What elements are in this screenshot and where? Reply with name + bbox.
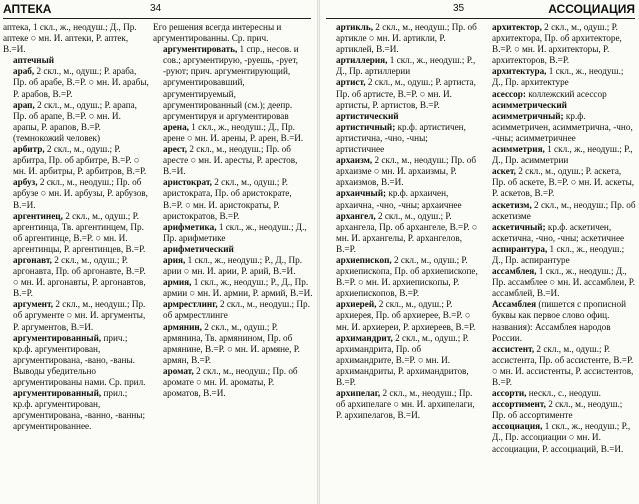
entry-headword: аргументировать, xyxy=(163,44,238,55)
dictionary-entry xyxy=(3,144,149,177)
entry-headword: арап, xyxy=(13,99,35,110)
left-header-rule xyxy=(3,18,311,19)
dictionary-entry xyxy=(482,266,636,299)
entry-headword: ассортимент, xyxy=(492,399,546,410)
entry-headword: асимметричный; xyxy=(492,110,564,121)
entry-headword: армрестлинг, xyxy=(163,299,218,310)
dictionary-entry xyxy=(482,399,636,421)
dictionary-entry xyxy=(326,255,478,299)
dictionary-entry xyxy=(3,211,149,255)
entry-headword: арест, xyxy=(163,144,188,155)
dictionary-entry xyxy=(3,22,149,55)
dictionary-entry xyxy=(482,66,636,88)
dictionary-entry xyxy=(482,22,636,66)
dictionary-entry xyxy=(326,388,478,421)
dictionary-entry xyxy=(326,299,478,332)
left-page xyxy=(0,0,318,504)
dictionary-entry xyxy=(482,388,636,399)
dictionary-entry xyxy=(482,244,636,266)
dictionary-entry xyxy=(3,177,149,210)
entry-grammar: 1 скл., ж., неодуш.; Д., Пр. арене ○ мн. И. арены, Р. арен, В.=И. xyxy=(163,121,304,143)
entry-grammar: 2 скл., м., одуш.; Р. арбитра, Пр. об арбитре, В.=Р. ○ мн. И. арбитры, Р. арбитров, В.=Р. xyxy=(13,144,147,177)
left-running-headword: АПТЕКА xyxy=(3,2,52,16)
entry-grammar: 2 скл., м., неодуш.; Пр. об армрестлинге xyxy=(163,299,310,321)
entry-headword: архипелаг, xyxy=(336,388,381,399)
entry-headword: аромат, xyxy=(163,365,194,376)
entry-headword: ария, xyxy=(163,254,186,265)
entry-grammar: нескл., с., неодуш. xyxy=(528,388,601,399)
entry-headword: араб, xyxy=(13,66,35,77)
entry-headword: арифметика, xyxy=(163,221,217,232)
dictionary-entry xyxy=(3,55,149,66)
dictionary-entry xyxy=(3,100,149,144)
entry-headword: артикль, xyxy=(336,22,373,32)
entry-headword: архангел, xyxy=(336,210,376,221)
dictionary-entry xyxy=(482,144,636,166)
entry-grammar: кр.ф. аскетичен, аскетична, -чно, -чны; аскетичнее xyxy=(492,221,625,243)
entry-grammar: 2 скл., м., одуш.; Р. армянина, Тв. армянином, Пр. об армянине, В.=Р. ○ мн. И. армяне, Р. армян, В.=Р. xyxy=(163,321,300,365)
entry-headword: аптечный xyxy=(13,55,55,66)
entry-headword: арбуз, xyxy=(13,177,38,188)
dictionary-entry xyxy=(326,77,478,110)
entry-headword: артистичный; xyxy=(336,121,396,132)
entry-headword: артиллерия, xyxy=(336,55,388,66)
entry-grammar: 2 скл., м., одуш.; Р. аскета, Пр. об аскете, В.=Р. ○ мн. И. аскеты, Р. аскетов, В.=Р. xyxy=(492,166,635,199)
entry-headword: архитектор, xyxy=(492,22,542,32)
entry-headword: архимандрит, xyxy=(336,332,393,343)
dictionary-entry xyxy=(326,211,478,255)
dictionary-entry xyxy=(153,322,313,366)
entry-headword: асимметрический xyxy=(492,99,567,110)
dictionary-entry xyxy=(153,222,313,244)
entry-headword: армянин, xyxy=(163,321,202,332)
entry-headword: аргументированный, xyxy=(13,332,102,343)
entry-grammar: прич.; кр.ф. аргументирован, аргументирована, -вано, -ваны. Выводы убедительно аргументированы нами. Ср. прил. xyxy=(13,332,146,387)
dictionary-entry xyxy=(326,333,478,388)
entry-headword: ассамблея, xyxy=(492,266,537,277)
dictionary-entry xyxy=(153,122,313,144)
entry-grammar: кр.ф. архаичен, архаична, -чно, -чны; архаичнее xyxy=(336,188,462,210)
dictionary-entry xyxy=(482,421,636,454)
entry-headword: архиепископ, xyxy=(336,254,392,265)
left-column-1 xyxy=(3,22,149,432)
entry-headword: асимметрия, xyxy=(492,144,545,155)
entry-headword: архитектура, xyxy=(492,66,547,77)
dictionary-entry xyxy=(153,144,313,177)
entry-grammar: 2 скл., м., неодуш.; Пр. об аскетизме xyxy=(492,199,636,221)
entry-grammar: кр.ф. артистичен, артистична, -чно, -чны; артистичнее xyxy=(336,121,466,155)
entry-grammar: 2 скл., м., одуш.; Р. архангела, Пр. об архангеле, В.=Р. ○ мн. И. архангелы, Р. архангелов, В.=Р. xyxy=(336,210,478,254)
entry-headword: ассорти, xyxy=(492,388,527,399)
right-column-2 xyxy=(482,22,636,455)
dictionary-entry xyxy=(326,55,478,77)
entry-headword: аргентинец, xyxy=(13,210,63,221)
entry-grammar: 2 скл., м., одуш.; Р. аргентинца, Тв. аргентинцем, Пр. об аргентинце, В.=Р. ○ мн. И. аргентинцы, Р. аргентинцев, В.=Р. xyxy=(13,210,146,254)
entry-grammar: 1 скл., ж., неодуш.; Д., Пр. аспирантуре xyxy=(492,243,625,265)
entry-headword: арена, xyxy=(163,121,189,132)
dictionary-entry xyxy=(482,111,636,144)
right-header-rule xyxy=(326,18,635,19)
entry-grammar: 2 скл., м., одуш.; Р. артиста, Пр. об артисте, В.=Р. ○ мн. И. артисты, Р. артистов, В.=Р. xyxy=(336,77,476,110)
entry-grammar: аптека, 1 скл., ж., неодуш.; Д., Пр. аптеке ○ мн. И. аптеки, Р. аптек, В.=И. xyxy=(3,22,137,55)
entry-headword: арбитр, xyxy=(13,144,45,155)
dictionary-entry xyxy=(3,299,149,332)
entry-grammar: 1 скл., ж., неодуш.; Д., Пр. арифметике xyxy=(163,221,307,243)
entry-headword: аргументированный, xyxy=(13,388,102,399)
entry-headword: аспирантура, xyxy=(492,243,548,254)
right-column-1 xyxy=(326,22,478,421)
left-column-2 xyxy=(153,22,313,399)
entry-grammar: 2 скл., м., одуш.; Р. аристократа, Пр. об аристократе, В.=Р. ○ мн. И. аристократы, Р. аристократов, В.=Р. xyxy=(163,177,292,221)
dictionary-entry xyxy=(153,44,313,122)
right-page xyxy=(320,0,639,504)
entry-grammar: кр.ф. асимметричен, асимметрична, -чно, -чны; асимметричнее xyxy=(492,110,633,143)
entry-grammar: 2 скл., м., неодуш.; Пр. об артикле ○ мн. И. артикли, Р. артиклей, В.=И. xyxy=(336,22,477,55)
dictionary-entry xyxy=(3,388,149,432)
entry-grammar: 2 скл., м., неодуш.; Пр. об архаизме ○ мн. И. архаизмы, Р. архаизмов, В.=И. xyxy=(336,155,476,188)
entry-headword: Ассамблея xyxy=(492,299,537,310)
entry-headword: асессор: xyxy=(492,88,526,99)
entry-headword: архаизм, xyxy=(336,155,373,166)
entry-headword: архаичный; xyxy=(336,188,387,199)
dictionary-entry xyxy=(482,200,636,222)
dictionary-entry xyxy=(153,299,313,321)
entry-grammar: 1 скл., ж., неодуш.; Р., Д., Пр. ассоциации ○ мн. И. ассоциации, Р. ассоциаций, В.=И. xyxy=(492,421,631,454)
entry-grammar: 2 скл., м., неодуш.; Пр. об арбузе ○ мн. И. арбузы, Р. арбузов, В.=И. xyxy=(13,177,148,210)
dictionary-entry xyxy=(482,299,636,343)
entry-headword: аристократ, xyxy=(163,177,212,188)
entry-grammar: 1 спр., несов. и сов.; аргументирую, -руешь, -рует, -руют; прич. аргументирующий, аргументировавший, аргументируемый, аргументированный (см.); деепр. аргументируя и аргументировав xyxy=(163,44,299,121)
right-running-headword: АССОЦИАЦИЯ xyxy=(548,2,635,16)
entry-grammar: 2 скл., м., одуш.; Р. архиерея, Пр. об архиерее, В.=Р. ○ мн. И. архиереи, Р. архиереев, В.=Р. xyxy=(336,299,476,332)
entry-headword: архиерей, xyxy=(336,299,377,310)
dictionary-entry xyxy=(482,222,636,244)
entry-grammar: 2 скл., м., одуш.; Р. архимандрита, Пр. об архимандрите, В.=Р. ○ мн. И. архимандриты, Р. архимандритов, В.=Р. xyxy=(336,332,469,387)
entry-grammar: прил.; кр.ф. аргументирован, аргументирована, -ванно, -ванны; аргументированнее. xyxy=(13,388,146,432)
right-page-number: 35 xyxy=(453,3,465,14)
entry-grammar: 1 скл., ж., неодуш.; Р., Д., Пр. артиллерии xyxy=(336,55,476,77)
entry-grammar: Его решения всегда интересны и аргументированны. Ср. прич. xyxy=(153,22,282,44)
dictionary-entry xyxy=(482,100,636,111)
entry-headword: артист, xyxy=(336,77,366,88)
entry-grammar: 2 скл., м., одуш.; Р. архиепископа, Пр. об архиепископе, В.=Р. ○ мн. И. архиепископы, Р. архиепископов, В.=Р. xyxy=(336,254,478,299)
dictionary-entry xyxy=(153,255,313,277)
dictionary-entry xyxy=(153,177,313,221)
entry-headword: ассистент, xyxy=(492,343,535,354)
entry-grammar: 2 скл., м., неодуш.; Пр. об архипелаге ○ мн. И. архипелаги, Р. архипелагов, В.=И. xyxy=(336,388,475,421)
dictionary-entry xyxy=(3,333,149,388)
entry-headword: аскетизм, xyxy=(492,199,532,210)
entry-headword: аскетичный; xyxy=(492,221,546,232)
entry-grammar: 2 скл., м., неодуш.; Пр. об ассортименте xyxy=(492,399,623,421)
entry-grammar: 2 скл., м., неодуш.; Пр. об аресте ○ мн. И. аресты, Р. арестов, В.=И. xyxy=(163,144,298,177)
entry-grammar: 1 скл., ж., неодуш.; Д., Пр. ассамблее ○ мн. И. ассамблеи, Р. ассамблей, В.=И. xyxy=(492,266,636,299)
dictionary-entry xyxy=(153,22,313,44)
entry-grammar: 1 скл., ж., неодуш.; Р., Д., Пр. асимметрии xyxy=(492,144,633,166)
left-page-number: 34 xyxy=(150,3,162,14)
entry-headword: артистический xyxy=(336,110,399,121)
entry-grammar: 2 скл., м., одуш.; Р. арапа, Пр. об арапе, В.=Р. ○ мн. И. арапы, Р. арапов, В.=Р. (темнокожий человек) xyxy=(13,99,137,143)
dictionary-entry xyxy=(3,66,149,99)
right-page-header xyxy=(320,2,639,18)
entry-grammar: 2 скл., м., одуш.; Р. архитектора, Пр. об архитекторе, В.=Р. ○ мн. И. архитекторы, Р. архитекторов, В.=Р. xyxy=(492,22,622,66)
dictionary-entry xyxy=(482,344,636,388)
entry-grammar: 2 скл., м., одуш.; Р. араба, Пр. об арабе, В.=Р. ○ мн. И. арабы, Р. арабов, В.=Р. xyxy=(13,66,149,99)
entry-grammar: 1 скл., ж., неодуш.; Р., Д., Пр. армии ○ мн. И. армии, Р. армий, В.=И. xyxy=(163,277,313,299)
entry-headword: арифметический xyxy=(163,243,234,254)
dictionary-entry xyxy=(326,22,478,55)
entry-grammar: 2 скл., м., одуш.; Р. ассистента, Пр. об ассистенте, В.=Р. ○ мн. И. ассистенты, Р. ассистентов, В.=Р. xyxy=(492,343,634,387)
left-page-header xyxy=(0,2,318,18)
dictionary-entry xyxy=(326,155,478,188)
entry-headword: аргонавт, xyxy=(13,254,52,265)
dictionary-entry xyxy=(482,166,636,199)
dictionary-entry xyxy=(153,277,313,299)
dictionary-entry xyxy=(326,122,478,155)
entry-headword: аргумент, xyxy=(13,299,54,310)
dictionary-entry xyxy=(326,111,478,122)
entry-headword: армия, xyxy=(163,277,192,288)
dictionary-entry xyxy=(3,255,149,299)
dictionary-entry xyxy=(482,89,636,100)
entry-grammar: 2 скл., м., одуш.; Р. аргонавта, Пр. об аргонавте, В.=Р. ○ мн. И. аргонавты, Р. аргонавтов, В.=Р. xyxy=(13,254,146,299)
entry-grammar: (пишется с прописной буквы как первое слово офиц. названия): Ассамблея народов России. xyxy=(492,299,626,343)
dictionary-entry xyxy=(153,244,313,255)
entry-headword: ассоциация, xyxy=(492,421,543,432)
entry-headword: аскет, xyxy=(492,166,516,177)
entry-grammar: 1 скл., ж., неодуш.; Р., Д., Пр. арии ○ мн. И. арии, Р. арий, В.=И. xyxy=(163,254,303,277)
dictionary-entry xyxy=(153,366,313,399)
entry-grammar: 1 скл., ж., неодуш.; Д., Пр. архитектуре xyxy=(492,66,624,88)
dictionary-entry xyxy=(326,188,478,210)
entry-grammar: 2 скл., м., неодуш.; Пр. об аргументе ○ мн. И. аргументы, Р. аргументов, В.=И. xyxy=(13,299,146,332)
entry-grammar: 2 скл., м., неодуш.; Пр. об аромате ○ мн. И. ароматы, Р. ароматов, В.=И. xyxy=(163,365,298,399)
entry-grammar: коллежский асессор xyxy=(528,88,607,99)
